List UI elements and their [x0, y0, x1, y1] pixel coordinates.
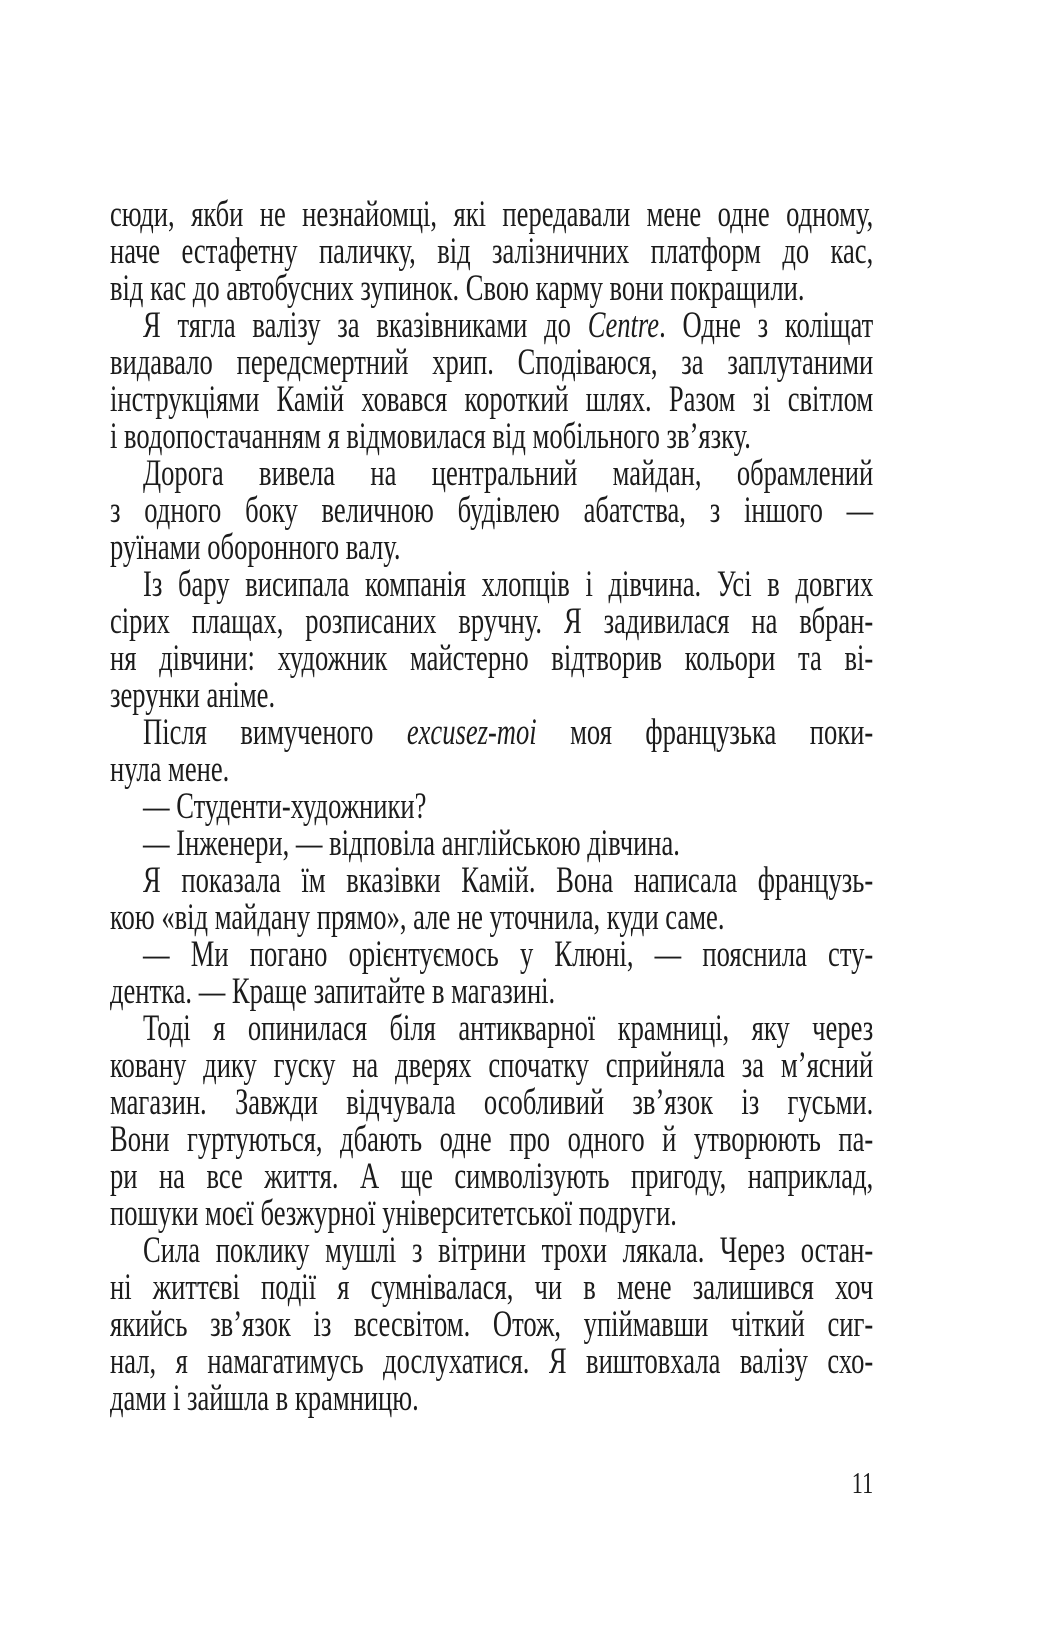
- text-line: Після вимученого excusez-moi моя французька поки-: [143, 712, 874, 753]
- paragraph: [110, 1010, 873, 1232]
- text-line: ні життєві події я сумнівалася, чи в мене залишився хоч: [110, 1267, 874, 1308]
- text-line: — Студенти-художники?: [143, 786, 427, 827]
- text-line: ня дівчини: художник майстерно відтворив кольори та ві-: [110, 638, 874, 679]
- paragraph: [110, 196, 873, 307]
- text-line: ковану дику гуску на дверях спочатку сприйняла за м’ясний: [110, 1045, 874, 1086]
- text-line: руїнами оборонного валу.: [110, 527, 401, 568]
- paragraph: [110, 455, 873, 566]
- paragraph: [110, 788, 873, 825]
- text-line: кою «від майдану прямо», але не уточнила, куди саме.: [110, 897, 725, 938]
- text-line: пошуки моєї безжурної університетської подруги.: [110, 1193, 677, 1234]
- text-line: нула мене.: [110, 749, 230, 790]
- text-line: видавало передсмертний хрип. Сподіваюся, за заплутаними: [110, 342, 874, 383]
- text-line: Тоді я опинилася біля антикварної крамниці, яку через: [143, 1008, 874, 1049]
- text-line: дами і зайшла в крамницю.: [110, 1378, 419, 1419]
- text-line: — Ми погано орієнтуємось у Клюні, — пояснила сту-: [143, 934, 874, 975]
- text-line: — Інженери, — відповіла англійською дівчина.: [143, 823, 680, 864]
- text-line: сюди, якби не незнайомці, які передавали мене одне одному,: [110, 194, 874, 235]
- text-line: нал, я намагатимусь дослухатися. Я виштовхала валізу схо-: [110, 1341, 874, 1382]
- text-line: Дорога вивела на центральний майдан, обрамлений: [143, 453, 874, 494]
- paragraph: [110, 307, 873, 455]
- paragraph: [110, 714, 873, 788]
- text-line: Я показала їм вказівки Камій. Вона написала французь-: [143, 860, 874, 901]
- text-line: сірих плащах, розписаних вручну. Я задивилася на вбран-: [110, 601, 874, 642]
- paragraph: [110, 936, 873, 1010]
- text-line: магазин. Завжди відчувала особливий зв’язок із гусьми.: [110, 1082, 874, 1123]
- text-line: якийсь зв’язок із всесвітом. Отож, упіймавши чіткий сиг-: [110, 1304, 874, 1345]
- text-line: Із бару висипала компанія хлопців і дівчина. Усі в довгих: [143, 564, 874, 605]
- text-line: і водопостачанням я відмовилася від мобільного зв’язку.: [110, 416, 751, 457]
- body-text: [110, 196, 873, 1417]
- paragraph: [110, 1232, 873, 1417]
- text-line: Вони гуртуються, дбають одне про одного й утворюють па-: [110, 1119, 874, 1160]
- page-number: [110, 1464, 873, 1501]
- text-line: ри на все життя. А ще символізують пригоду, наприклад,: [110, 1156, 874, 1197]
- text-line: Я тягла валізу за вказівниками до Centre. Одне з коліщат: [143, 305, 874, 346]
- text-line: дентка. — Краще запитайте в магазині.: [110, 971, 556, 1012]
- page-number-value: 11: [851, 1465, 874, 1500]
- paragraph: [110, 862, 873, 936]
- text-line: зерунки аніме.: [110, 675, 276, 716]
- text-line: від кас до автобусних зупинок. Свою карму вони покращили.: [110, 268, 805, 309]
- text-line: інструкціями Камій ховався короткий шлях. Разом зі світлом: [110, 379, 874, 420]
- text-line: Сила поклику мушлі з вітрини трохи лякала. Через остан-: [143, 1230, 874, 1271]
- paragraph: [110, 825, 873, 862]
- text-line: наче естафетну паличку, від залізничних платформ до кас,: [110, 231, 874, 272]
- text-line: з одного боку величною будівлею абатства, з іншого —: [110, 490, 874, 531]
- paragraph: [110, 566, 873, 714]
